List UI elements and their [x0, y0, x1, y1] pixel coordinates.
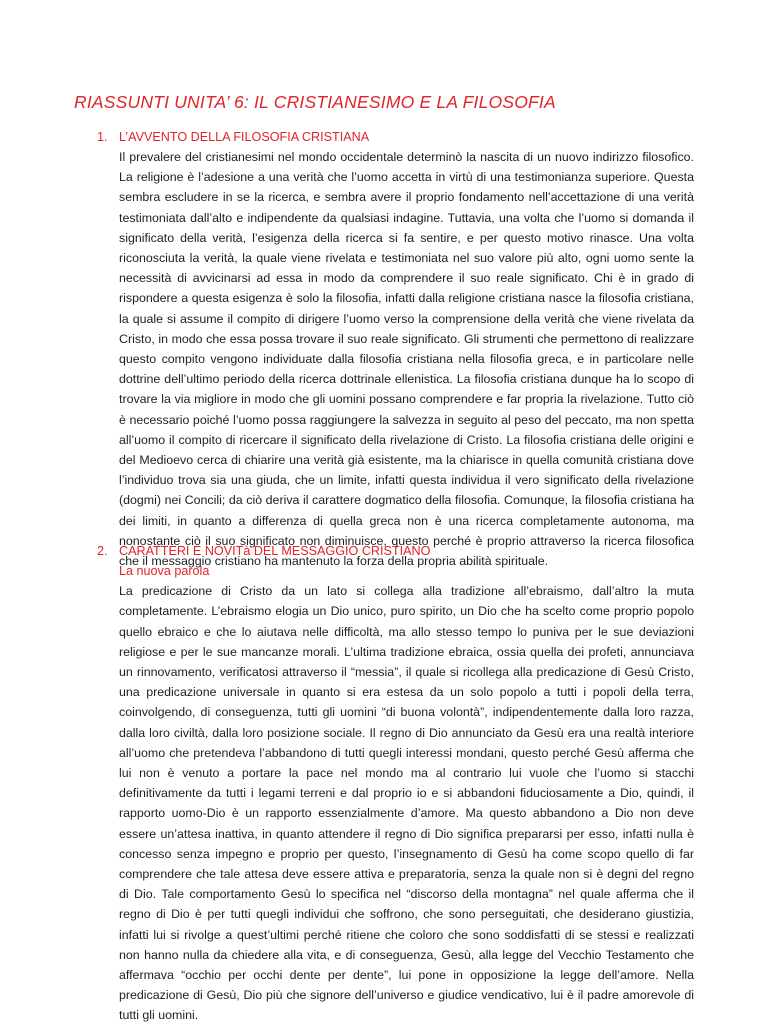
document-title: RIASSUNTI UNITA’ 6: IL CRISTIANESIMO E LA FILOSOFIA — [74, 92, 556, 112]
section-heading — [97, 127, 697, 147]
section-caratteri — [97, 541, 697, 1026]
section-avvento — [97, 127, 697, 571]
section-heading — [97, 541, 697, 561]
section-number: 2. — [97, 544, 108, 558]
section-body: La predicazione di Cristo da un lato si collega alla tradizione all’ebraismo, dall’altro la muta completamente. L’ebraismo elogia un Dio unico, puro spirito, un Dio che ha scelto come proprio popolo quello ebraico e che lo aiutava nelle difficoltà, ma allo stesso tempo lo puniva per le sue deviazioni religiose e per le sue mancanze morali. L’ultima tradizione ebraica, ossia quella dei profeti, annunciava un rinnovamento, verificatosi attraverso il “messia”, il quale si ricollega alla predicazione di Gesù Cristo, una predicazione universale in quanto si era estesa da un solo popolo a tutti i popoli della terra, coinvolgendo, di conseguenza, tutti gli uomini “di buona volontà”, indipendentemente dalla loro razza, dalla loro civiltà, dalla loro posizione sociale. Il regno di Dio annunciato da Gesù era una realtà interiore all’uomo che pretendeva l’abbandono di tutti quegli interessi mondani, questo perché Gesù afferma che lui non è venuto a portare la pace nel mondo ma al contrario lui vuole che l’uomo si stacchi definitivamente da tutti i legami terreni e dal proprio io e si abbandoni fiduciosamente a Dio, quindi, il rapporto uomo-Dio è un rapporto essenzialmente d’amore. Ma questo abbandono a Dio non deve essere un’attesa inattiva, in quanto attendere il regno di Dio significa prepararsi per esso, infatti nulla è concesso senza impegno e proprio per questo, l’insegnamento di Gesù ha come scopo quello di far comprendere che tale attesa deve essere attiva e preparatoria, senza la quale non si è degni del regno di Dio. Tale comportamento Gesù lo specifica nel “discorso della montagna” nel quale afferma che il regno di Dio è per tutti quegli individui che soffrono, che sono perseguitati, che desiderano giustizia, infatti lui si rivolge a quest’ultimi perché ritiene che coloro che sono soddisfatti di se stessi e realizzati non hanno nulla da chiedere alla vita, e di conseguenza, Gesù, alla legge del Vecchio Testamento che affermava “occhio per occhi dente per dente”, lui pone in opposizione la legge dell’amore. Nella predicazione di Gesù, Dio più che signore dell’universo e giudice vendicativo, lui è il padre amorevole di tutti gli uomini. — [119, 584, 694, 1023]
section-body: Il prevalere del cristianesimi nel mondo occidentale determinò la nascita di un nuovo indirizzo filosofico. La religione è l’adesione a una verità che l’uomo accetta in virtù di una testimonianza superiore. Questa sembra escludere in se la ricerca, e sembra avere il proprio fondamento nell’accettazione di una verità testimoniata dall’alto e indipendente da qualsiasi indagine. Tuttavia, una volta che l’uomo si domanda il significato della verità, l’esigenza della ricerca si fa sentire, e per questo motivo rinasce. Una volta riconosciuta la verità, la quale viene rivelata e testimoniata nel suo valore più alto, ogni uomo sente la necessità di avvicinarsi ad essa in modo da comprendere il suo reale significato. Chi è in grado di rispondere a questa esigenza è solo la filosofia, infatti dalla religione cristiana nasce la filosofia cristiana, la quale si assume il compito di dirigere l’uomo verso la comprensione della verità che viene rivelata da Cristo, in modo che essa possa trovare il suo reale significato. Gli strumenti che permettono di realizzare questo compito vengono individuate dalla filosofia cristiana nella filosofia greca, e in particolare nelle dottrine dell’ultimo periodo della ricerca dottrinale ellenistica. La filosofia cristiana dunque ha lo scopo di trovare la via migliore in modo che gli uomini possano comprendere e far propria la rivelazione. Tutto ciò è necessario poiché l’uomo possa raggiungere la salvezza in seguito al peso del peccato, ma non spetta all’uomo il compito di ricercare il significato della rivelazione di Cristo. La filosofia cristiana delle origini e del Medioevo cerca di chiarire una verità già esistente, ma la chiarisce in quella comunità cristiana dove l’individuo trova sia una giuda, che un limite, infatti questa individua il vero significato della rivelazione (dogmi) nei Concili; da ciò deriva il carattere dogmatico della filosofia. Comunque, la filosofia cristiana ha dei limiti, in quanto a differenza di quella greca non è una ricerca completamente autonoma, ma nonostante ciò il suo significato non diminuisce, questo perché è proprio attraverso la ricerca filosofica che il messaggio cristiano ha mantenuto la forza della propria abilità spirituale. — [119, 150, 694, 569]
section-number: 1. — [97, 130, 108, 144]
section-title: CARATTERI E NOVITà DEL MESSAGGIO CRISTIANO — [119, 544, 431, 558]
section-title: L’AVVENTO DELLA FILOSOFIA CRISTIANA — [119, 130, 370, 144]
section-subheading: La nuova parola — [119, 564, 210, 578]
